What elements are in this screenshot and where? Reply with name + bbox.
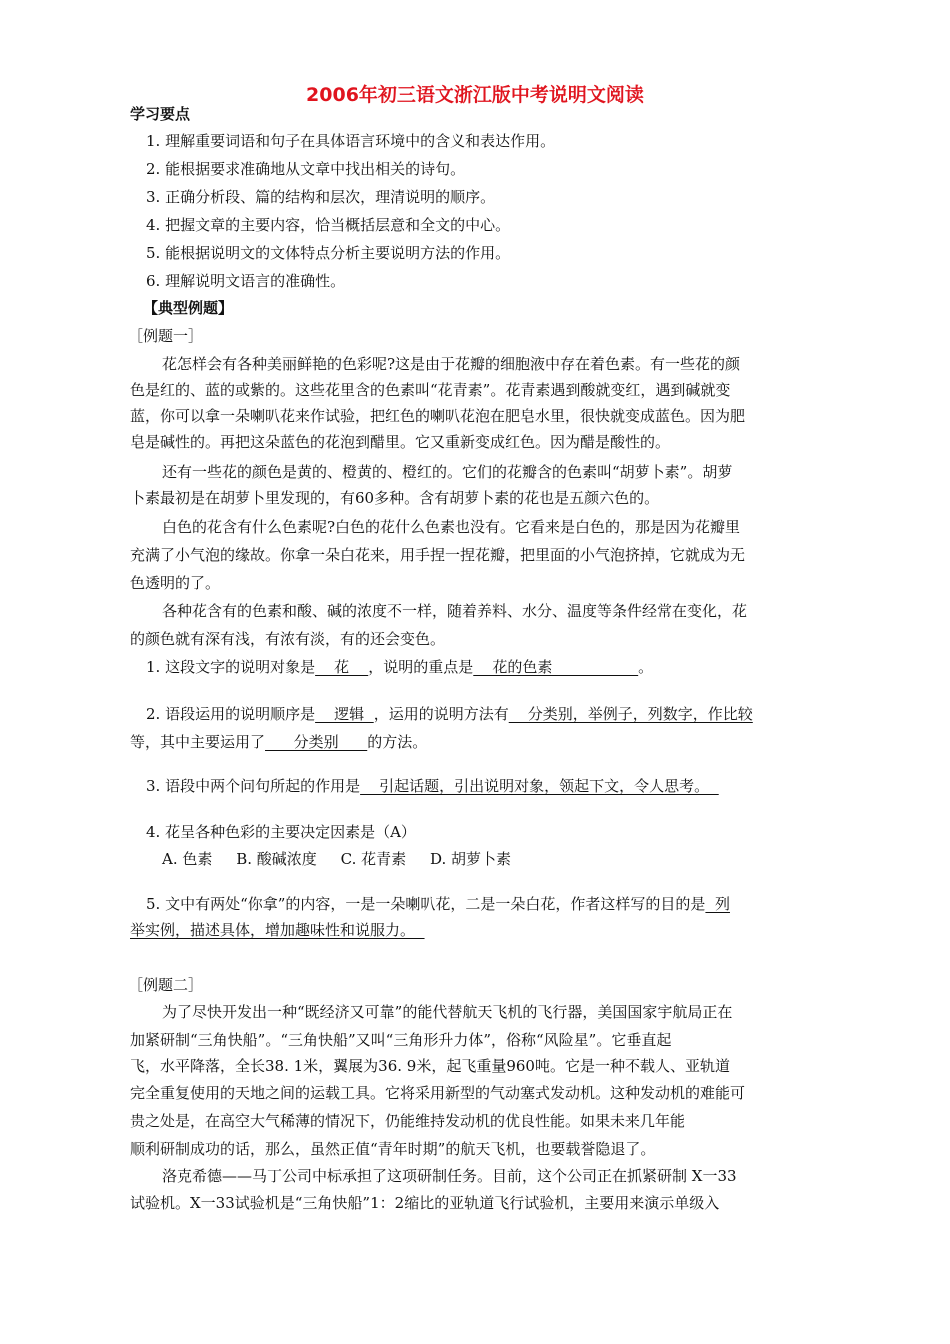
objective-item: 4. 把握文章的主要内容，恰当概括层意和全文的中心。	[146, 216, 511, 234]
example1-paragraph-line: 皂是碱性的。再把这朵蓝色的花泡到醋里。它又重新变成红色。因为醋是酸性的。	[130, 433, 671, 451]
answer-blank: 分类别	[265, 733, 368, 751]
question-text: 5. 文中有两处“你拿”的内容，一是一朵喇叭花，二是一朵白花，作者这样写的目的是	[146, 895, 706, 913]
question-text: 3. 语段中两个问句所起的作用是	[146, 777, 361, 795]
question-text: ，说明的重点是	[368, 658, 474, 676]
question-2-continued	[130, 732, 427, 752]
question-text: 1. 这段文字的说明对象是	[146, 658, 316, 676]
example1-paragraph-line: 花怎样会有各种美丽鲜艳的色彩呢?这是由于花瓣的细胞液中存在着色素。有一些花的颜	[162, 355, 741, 373]
answer-blank: 举实例，描述具体，增加趣味性和说服力。	[130, 921, 425, 939]
objective-item: 6. 理解说明文语言的准确性。	[146, 272, 346, 290]
objective-item: 2. 能根据要求准确地从文章中找出相关的诗句。	[146, 160, 466, 178]
question-1	[146, 657, 653, 677]
question-text: 。	[638, 658, 654, 676]
example2-paragraph-line: 为了尽快开发出一种“既经济又可靠”的能代替航天飞机的飞行器，美国国家宇航局正在	[162, 1003, 733, 1021]
example2-paragraph-line: 试验机。X一33试验机是“三角快船”1：2缩比的亚轨道飞行试验机，主要用来演示单级入	[130, 1194, 720, 1212]
answer-blank: 分类别，举例子，列数字，作比较	[508, 705, 753, 723]
example2-label: ［例题二］	[128, 976, 204, 994]
question-4: 4. 花呈各种色彩的主要决定因素是（A）	[146, 823, 416, 841]
example2-paragraph-line: 飞，水平降落，全长38. 1米，翼展为36. 9米，起飞重量960吨。它是一种不载人、亚轨道	[130, 1057, 730, 1075]
section-heading: 【典型例题】	[143, 299, 234, 317]
option-d: D. 胡萝卜素	[429, 850, 511, 868]
question-text: 2. 语段运用的说明顺序是	[146, 705, 316, 723]
document-title: 2006年初三语文浙江版中考说明文阅读	[306, 84, 644, 106]
answer-blank: 逻辑	[315, 705, 374, 723]
question-text: 的方法。	[367, 733, 428, 751]
objective-item: 3. 正确分析段、篇的结构和层次，理清说明的顺序。	[146, 188, 496, 206]
option-b: B. 酸碱浓度	[236, 850, 317, 868]
example2-paragraph-line: 加紧研制“三角快船”。“三角快船”又叫“三角形升力体”，俗称“风险星”。它垂直起	[130, 1031, 672, 1049]
answer-blank: 列	[705, 895, 730, 913]
example1-paragraph-line: 蓝，你可以拿一朵喇叭花来作试验，把红色的喇叭花泡在肥皂水里，很快就变成蓝色。因为肥	[130, 407, 746, 425]
question-3	[146, 776, 719, 796]
option-c: C. 花青素	[340, 850, 407, 868]
example1-paragraph-line: 色是红的、蓝的或紫的。这些花里含的色素叫“花青素”。花青素遇到酸就变红，遇到碱就变	[130, 381, 731, 399]
question-text: ，运用的说明方法有	[373, 705, 509, 723]
example1-paragraph-line: 充满了小气泡的缘故。你拿一朵白花来，用手捏一捏花瓣，把里面的小气泡挤掉，它就成为无	[130, 546, 746, 564]
answer-blank: 花的色素	[473, 658, 639, 676]
question-4-options	[162, 849, 511, 869]
example2-paragraph-line: 顺利研制成功的话，那么，虽然正值“青年时期”的航天飞机，也要载誉隐退了。	[130, 1140, 656, 1158]
example2-paragraph-line: 完全重复使用的天地之间的运载工具。它将采用新型的气动塞式发动机。这种发动机的难能可	[130, 1084, 746, 1102]
example2-paragraph-line: 贵之处是，在高空大气稀薄的情况下，仍能维持发动机的优良性能。如果未来几年能	[130, 1112, 686, 1130]
question-5-continued	[130, 920, 425, 940]
answer-blank: 花	[315, 658, 369, 676]
example1-paragraph-line: 色透明的了。	[130, 574, 221, 592]
objective-item: 1. 理解重要词语和句子在具体语言环境中的含义和表达作用。	[146, 132, 556, 150]
objectives-heading: 学习要点	[130, 105, 191, 123]
question-2	[146, 704, 753, 724]
example1-paragraph-line: 还有一些花的颜色是黄的、橙黄的、橙红的。它们的花瓣含的色素叫“胡萝卜素”。胡萝	[162, 463, 733, 481]
example1-label: ［例题一］	[128, 327, 204, 345]
option-a: A. 色素	[162, 850, 213, 868]
question-text: 等，其中主要运用了	[130, 733, 266, 751]
answer-blank: 引起话题，引出说明对象，领起下文，令人思考。	[360, 777, 719, 795]
question-5	[146, 894, 730, 914]
objective-item: 5. 能根据说明文的文体特点分析主要说明方法的作用。	[146, 244, 511, 262]
example1-paragraph-line: 各种花含有的色素和酸、碱的浓度不一样，随着养料、水分、温度等条件经常在变化，花	[162, 602, 748, 620]
example1-paragraph-line: 卜素最初是在胡萝卜里发现的，有60多种。含有胡萝卜素的花也是五颜六色的。	[130, 489, 660, 507]
example1-paragraph-line: 白色的花含有什么色素呢?白色的花什么色素也没有。它看来是白色的，那是因为花瓣里	[162, 518, 741, 536]
example2-paragraph-line: 洛克希德——马丁公司中标承担了这项研制任务。目前，这个公司正在抓紧研制 X一33	[162, 1167, 737, 1185]
example1-paragraph-line: 的颜色就有深有浅，有浓有淡，有的还会变色。	[130, 630, 446, 648]
